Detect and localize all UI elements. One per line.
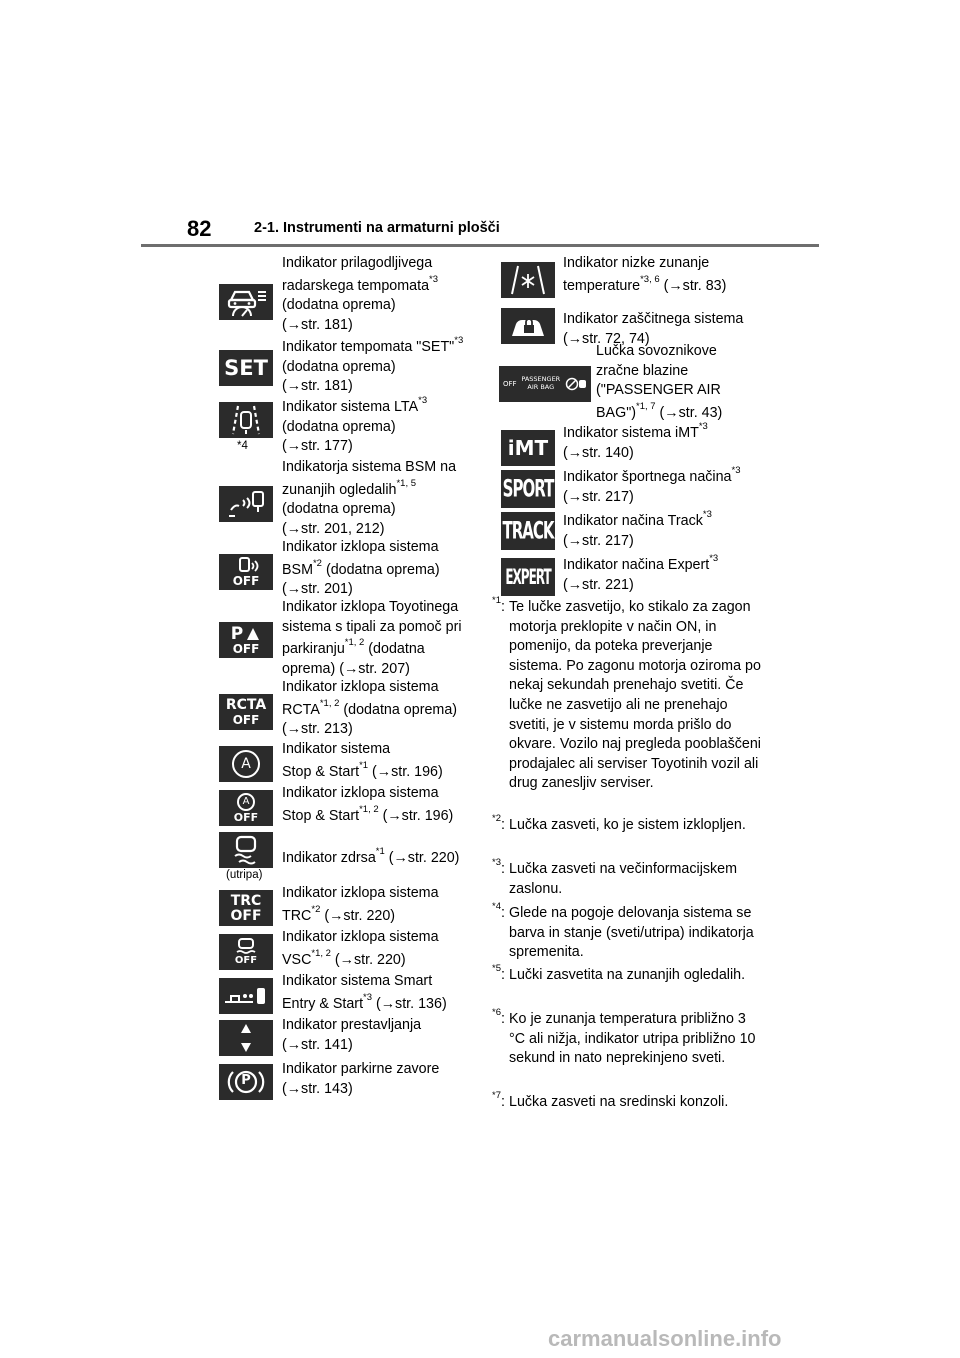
security-icon <box>501 308 555 344</box>
footnote-text: Ko je zunanja temperatura približno 3 °C ali nižja, indikator utripa približno 10 sekund in nato neprekinjeno sveti. <box>509 1011 756 1067</box>
off-label: OFF <box>234 955 258 966</box>
indicator-description: Indikator prilagodljivega radarskega tempomata$^{*3}$ (dodatna oprema) (→str. 181) <box>282 255 439 333</box>
imt-icon: iMT <box>501 430 555 466</box>
off-label: OFF <box>232 641 260 656</box>
rcta-off-icon <box>219 694 273 730</box>
footnote: $^{*5}$: Lučki zasvetita na zunanjih ogledalih. <box>492 966 762 986</box>
lane-assist-icon <box>219 402 273 438</box>
indicator-description: Indikator načina Track$^{*3}$ (→str. 217) <box>563 509 712 549</box>
off-label: OFF <box>232 574 260 588</box>
stop-start-off-icon <box>219 790 273 826</box>
footnote-text: Lučka zasveti, ko je sistem izklopljen. <box>509 817 746 833</box>
shift-icon <box>219 1020 273 1056</box>
airbag-label-line1: PASSENGER <box>521 375 561 384</box>
footnote-mark: *5 <box>492 963 501 975</box>
indicator-description: Indikator načina Expert$^{*3}$ (→str. 221) <box>563 553 719 593</box>
indicator-description: Indikator sistema iMT$^{*3}$ (→str. 140) <box>563 421 708 461</box>
slip-icon <box>219 832 273 868</box>
indicator-description: Indikator sistema Stop & Start$^{*1}$ (→str. 196) <box>282 741 443 780</box>
bsm-off-icon <box>219 554 273 590</box>
off-label: OFF <box>230 907 262 924</box>
footnote-mark: *4 <box>492 901 501 913</box>
track-icon: TRACK <box>501 512 555 550</box>
indicator-description: Indikator prestavljanja (→str. 141) <box>282 1017 422 1053</box>
indicator-description: Indikator izklopa sistema BSM$^{*2}$ (dodatna oprema) (→str. 201) <box>282 539 440 598</box>
indicator-description: Indikator tempomata "SET"$^{*3}$ (dodatna oprema) (→str. 181) <box>282 335 464 395</box>
blinking-note: (utripa) <box>226 869 263 881</box>
stop-start-letter: A <box>241 756 251 772</box>
indicator-description: Indikator izklopa sistema VSC$^{*1, 2}$ (→str. 220) <box>282 929 439 968</box>
low-temp-icon <box>501 262 555 298</box>
expert-icon: EXPERT <box>501 558 555 596</box>
bsm-mirror-icon <box>219 486 273 522</box>
footnote: $^{*3}$: Lučka zasveti na večinformacijskem zaslonu. <box>492 860 762 899</box>
stop-start-letter: A <box>242 796 250 807</box>
adaptive-cruise-icon <box>219 284 273 320</box>
indicator-description: Indikator parkirne zavore (→str. 143) <box>282 1061 440 1097</box>
parking-brake-icon <box>219 1064 273 1100</box>
smart-entry-icon <box>219 978 273 1014</box>
indicator-description: Indikator nizke zunanje temperature$^{*3, 6}$ (→str. 83) <box>563 255 727 294</box>
lta-note-mark: *4 <box>237 440 248 452</box>
parking-brake-letter: P <box>241 1073 251 1088</box>
indicator-description: Indikator izklopa sistema Stop & Start$^{*1, 2}$ (→str. 196) <box>282 785 454 824</box>
stop-start-icon <box>219 746 273 782</box>
indicator-description: Indikator izklopa sistema TRC$^{*2}$ (→str. 220) <box>282 885 439 924</box>
footnote: $^{*4}$: Glede na pogoje delovanja sistema se barva in stanje (sveti/utripa) indikatorja spremenita. <box>492 904 762 963</box>
rcta-label: RCTA <box>225 697 267 713</box>
footnote-mark: *7 <box>492 1090 501 1102</box>
footnote-mark: *6 <box>492 1007 501 1019</box>
footnote-text: Glede na pogoje delovanja sistema se barva in stanje (sveti/utripa) indikatorja spremenita. <box>509 905 754 961</box>
indicator-description: Indikator izklopa Toyotinega sistema s tipali za pomoč pri parkiranju$^{*1, 2}$ (dodatna oprema) (→str. 207) <box>282 599 462 677</box>
trc-label: TRC <box>230 892 262 909</box>
trc-off-icon <box>219 890 273 926</box>
indicator-description: Indikatorja sistema BSM na zunanjih ogledalih$^{*1, 5}$ (dodatna oprema) (→str. 201, 212) <box>282 459 457 537</box>
airbag-off-label: OFF <box>503 379 517 388</box>
footnote-text: Lučka zasveti na sredinski konzoli. <box>509 1094 729 1110</box>
footnote-mark: *2 <box>492 813 501 825</box>
footnote: $^{*2}$: Lučka zasveti, ko je sistem izklopljen. <box>492 816 762 836</box>
set-icon: SET <box>219 350 273 386</box>
footnote-text: Lučki zasvetita na zunanjih ogledalih. <box>509 967 746 983</box>
vsc-off-icon <box>219 934 273 970</box>
passenger-airbag-off-icon <box>499 366 591 402</box>
indicator-description: Indikator sistema LTA$^{*3}$ (dodatna oprema) (→str. 177) <box>282 395 428 455</box>
footnote-mark: *1 <box>492 595 501 607</box>
footnote-text: Lučka zasveti na večinformacijskem zaslonu. <box>509 861 738 897</box>
sport-icon: SPORT <box>501 470 555 508</box>
header-rule <box>141 244 819 247</box>
footnote-mark: *3 <box>492 857 501 869</box>
indicator-description: Indikator zaščitnega sistema (→str. 72, 74) <box>563 311 744 347</box>
indicator-description: Indikator izklopa sistema RCTA$^{*1, 2}$ (dodatna oprema) (→str. 213) <box>282 679 458 738</box>
section-title: 2-1. Instrumenti na armaturni plošči <box>254 220 500 236</box>
indicator-description: Indikator športnega načina$^{*3}$ (→str. 217) <box>563 465 741 505</box>
parking-sensor-off-icon <box>219 622 273 658</box>
indicator-description: Indikator sistema Smart Entry & Start$^{*3}$ (→str. 136) <box>282 973 447 1012</box>
indicator-description: Lučka sovoznikove zračne blazine ("PASSENGER AIR BAG")$^{*1, 7}$ (→str. 43) <box>596 343 723 421</box>
watermark: carmanualsonline.info <box>548 1326 782 1351</box>
off-label: OFF <box>233 811 259 824</box>
off-label: OFF <box>232 713 260 727</box>
footnote-text: Te lučke zasvetijo, ko stikalo za zagon motorja preklopite v način ON, in pomenijo, da poteka preverjanje sistema. Po zagonu motorja oziroma po nekaj sekundah prenehajo svetiti. Če lučke ne zasvetijo ali ne prenehajo svetiti, je v sistemu morda prišlo do okvare. Vozilo naj pregleda pooblaščeni prodajalec ali serviser Toyotinih vozil ali drug zanesljiv serviser. <box>509 599 761 792</box>
parking-letter: P <box>230 623 244 644</box>
page-header <box>141 214 819 248</box>
footnote: $^{*6}$: Ko je zunanja temperatura približno 3 °C ali nižja, indikator utripa približno 10 sekund in nato neprekinjeno sveti. <box>492 1010 762 1069</box>
airbag-label-line2: AIR BAG <box>527 383 555 391</box>
footnote: $^{*7}$: Lučka zasveti na sredinski konzoli. <box>492 1093 762 1113</box>
footnote: $^{*1}$: Te lučke zasvetijo, ko stikalo za zagon motorja preklopite v način ON, in pomenijo, da poteka preverjanje sistema. Po zagonu motorja oziroma po nekaj sekundah prenehajo svetiti. Če lučke ne zasvetijo ali ne prenehajo svetiti, je v sistemu morda prišlo do okvare. Vozilo naj pregleda pooblaščeni prodajalec ali serviser Toyotinih vozil ali drug zanesljiv serviser. <box>492 598 762 794</box>
indicator-description: Indikator zdrsa$^{*1}$ (→str. 220) <box>282 846 460 866</box>
page-number: 82 <box>187 216 212 241</box>
